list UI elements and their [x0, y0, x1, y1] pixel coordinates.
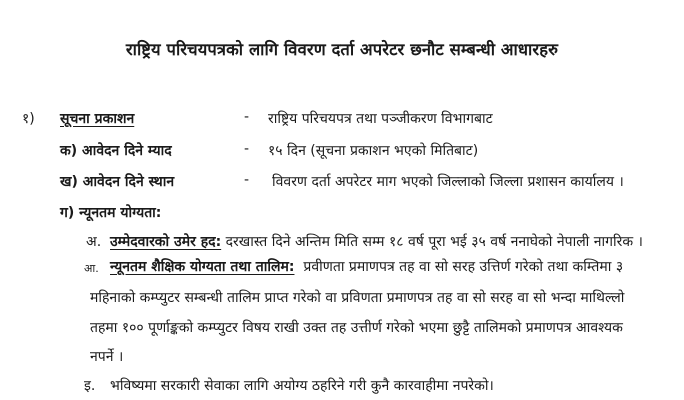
minimum-qualification-heading: ग) न्यूनतम योग्यता: [60, 205, 162, 221]
age-limit-text: दरखास्त दिने अन्तिम मिति सम्म १८ वर्ष पूरा भई ३५ वर्ष ननाघेको नेपाली नागरिक । [225, 234, 643, 250]
document-title: राष्ट्रिय परिचयपत्रको लागि विवरण दर्ता अपरेटर छनौट सम्बन्धी आधारहरु [125, 40, 559, 59]
application-period-label: क) आवेदन दिने म्याद [60, 143, 172, 159]
education-label: न्यूनतम शैक्षिक योग्यता तथा तालिम: [110, 259, 295, 275]
application-place-value: विवरण दर्ता अपरेटर माग भएको जिल्लाको जिल्ला प्रशासन कार्यालय । [272, 174, 624, 190]
disqualification-text: भविष्यमा सरकारी सेवाका लागि अयोग्य ठहरिने गरी कुनै कारवाहीमा नपरेको। [110, 378, 494, 394]
item-marker-i: इ. [84, 378, 96, 394]
application-place-label: ख) आवेदन दिने स्थान [60, 174, 175, 190]
age-limit-label: उम्मेदवारको उमेर हद: [110, 234, 222, 250]
age-limit-line [110, 232, 643, 251]
education-text-2: महिनाको कम्प्युटर सम्बन्धी तालिम प्राप्त गरेको वा प्रविणता प्रमाणपत्र तह वा सो सरह वा सो भन्दा माथिल्लो [90, 290, 625, 306]
education-text-1: प्रवीणता प्रमाणपत्र तह वा सो सरह उत्तिर्ण गरेको तथा कम्तिमा ३ [303, 259, 624, 275]
application-period-value: १५ दिन (सूचना प्रकाशन भएको मितिबाट) [268, 143, 479, 159]
dash: - [244, 172, 250, 188]
dash: - [244, 141, 250, 157]
notice-publication-value: राष्ट्रिय परिचयपत्र तथा पञ्जीकरण विभागबाट [268, 111, 493, 127]
section-number: १) [22, 111, 35, 127]
education-text-4: नपर्ने । [90, 349, 124, 365]
education-text-3: तहमा १०० पूर्णाङ्कको कम्प्युटर विषय राखी उक्त तह उत्तीर्ण गरेको भएमा छुट्टै तालिमको प्रमाणपत्र आवश्यक [90, 320, 623, 336]
education-line1 [110, 257, 623, 276]
dash: - [244, 109, 250, 125]
item-marker-a: अ. [86, 234, 102, 250]
notice-publication-label: सूचना प्रकाशन [60, 111, 135, 127]
item-marker-aa: आ. [84, 262, 99, 275]
